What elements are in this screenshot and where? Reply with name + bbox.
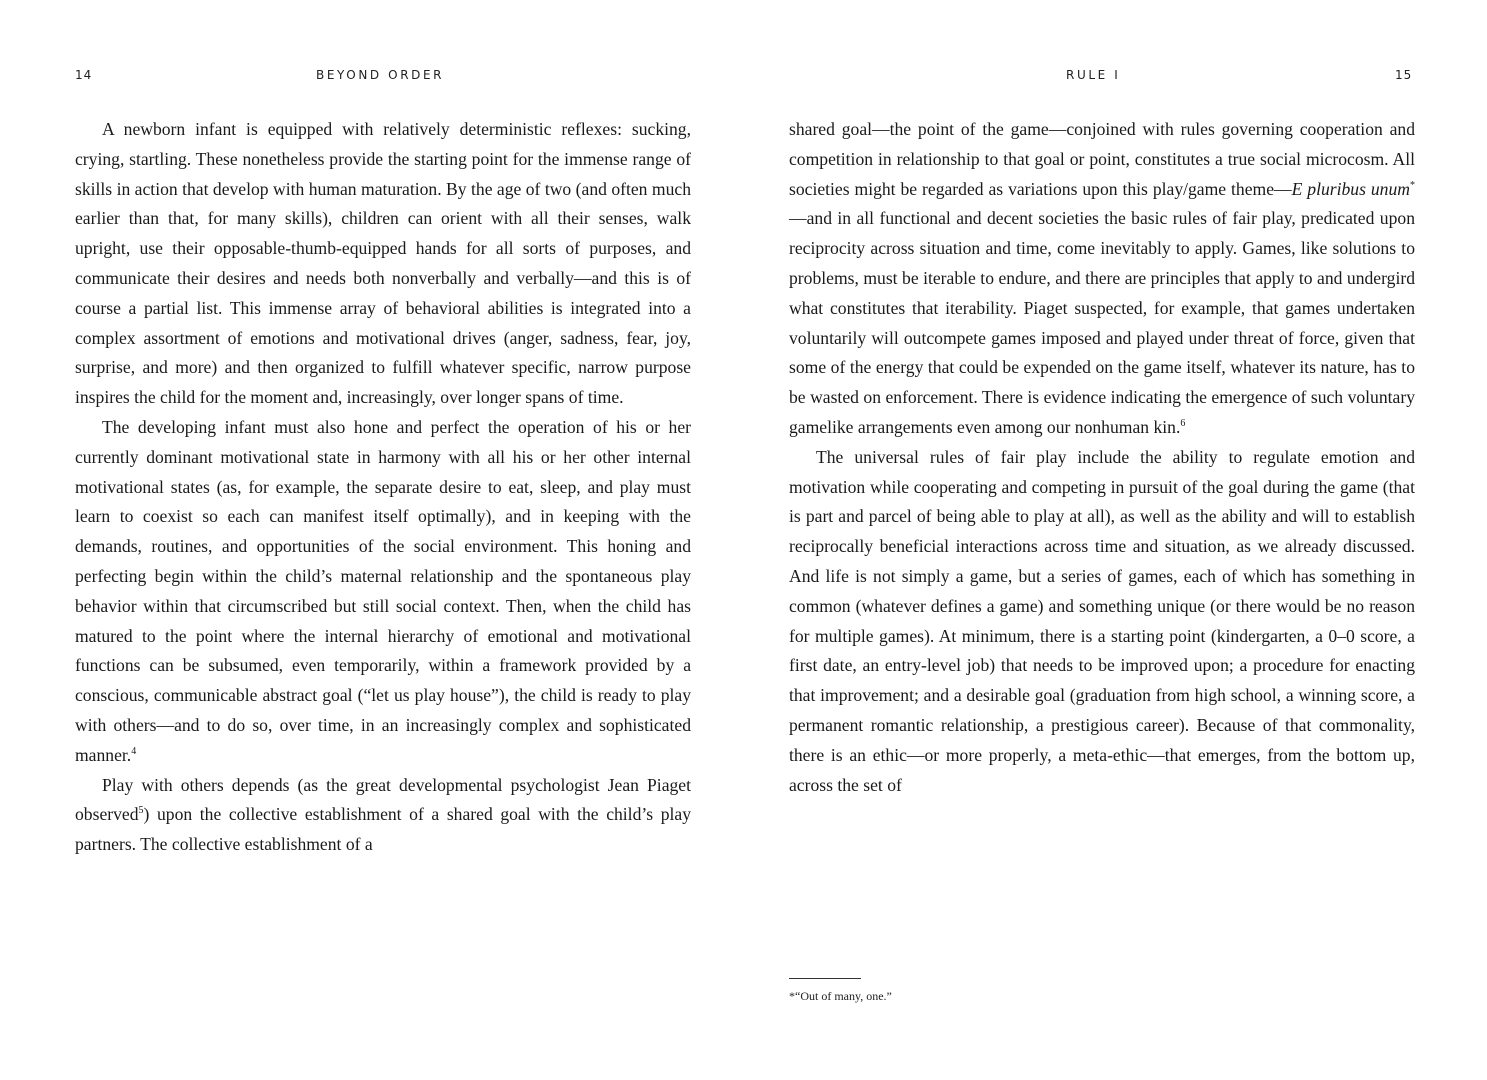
right-page-body [789,115,1415,800]
paragraph-text: shared goal—the point of the game—conjoined with rules governing cooperation and competition in relationship to that goal or point, constitutes a true social microcosm. All societies might be regarded as variations upon this play/game theme— [789,119,1415,199]
footnote-out-of-many: *“Out of many, one.” [789,989,892,1003]
endnote-ref-6[interactable]: 6 [1180,418,1186,430]
paragraph-text: The developing infant must also hone and perfect the operation of his or her currently dominant motivational state in harmony with all his or her other internal motivational states (as, for example, the separate desire to eat, sleep, and play must learn to coexist so each can manifest itself optimally), and in keeping with the demands, routines, and opportunities of the social environment. This honing and perfecting begin within the child’s maternal relationship and the spontaneous play behavior within that circumscribed but still social context. Then, when the child has matured to the point where the internal hierarchy of emotional and motivational functions can be subsumed, even temporarily, within a framework provided by a conscious, communicable abstract goal (“let us play house”), the child is ready to play with others—and to do so, over time, in an increasingly complex and sophisticated manner. [75,416,691,765]
paragraph-text: Play with others depends (as the great developmental psychologist Jean Piaget observed [75,774,691,825]
paragraph-text: —and in all functional and decent societies the basic rules of fair play, predicated upon reciprocity across situation and time, come inevitably to apply. Games, like solutions to problems, must be iterable to endure, and there are principles that apply to and undergird what constitutes that iterability. Piaget suspected, for example, that games undertaken voluntarily will outcompete games imposed and played under threat of force, given that some of the energy that could be expended on the game itself, whatever its nature, has to be wasted on enforcement. There is evidence indicating the emergence of such voluntary gamelike arrangements even among our nonhuman kin. [789,208,1415,437]
paragraph-universal-rules: The universal rules of fair play include the ability to regulate emotion and motivation while cooperating and competing in pursuit of the goal during the game (that is part and parcel of being able to play at all), as well as the ability and will to establish reciprocally beneficial interactions across time and situation, as we already discussed. And life is not simply a game, but a series of games, each of which has something in common (whatever defines a game) and something unique (or there would be no reason for multiple games). At minimum, there is a starting point (kindergarten, a 0–0 score, a first date, an entry-level job) that needs to be improved upon; a procedure for enacting that improvement; and a desirable goal (graduation from high school, a winning score, a permanent romantic relationship, a prestigious career). Because of that commonality, there is an ethic—or more properly, a meta-ethic—that emerges, from the bottom up, across the set of [789,446,1415,795]
footnote-ref-star[interactable]: * [1409,179,1415,191]
paragraph-newborn-infant: A newborn infant is equipped with relatively deterministic reflexes: sucking, crying, startling. These nonetheless provide the starting point for the immense range of skills in action that develop with human maturation. By the age of two (and often much earlier than that, for many skills), children can orient with all their senses, walk upright, use their opposable-thumb-equipped hands for all sorts of purposes, and communicate their desires and needs both nonverbally and verbally—and this is of course a partial list. This immense array of behavioral abilities is integrated into a complex assortment of emotions and motivational drives (anger, sadness, fear, joy, surprise, and more) and then organized to fulfill whatever specific, narrow purpose inspires the child for the moment and, increasingly, over longer spans of time. [75,119,691,408]
latin-phrase: E pluribus unum [1291,178,1410,199]
running-head-book-title: BEYOND ORDER [316,68,445,82]
left-page-body [75,115,691,860]
footnote-divider [789,978,861,979]
right-page [744,0,1487,1080]
paragraph-text: ) upon the collective establishment of a shared goal with the child’s play partners. The collective establishment of a [75,804,691,855]
page-number-left: 14 [75,68,93,82]
paragraph-shared-goal [789,115,1415,443]
running-head-chapter: RULE I [1066,68,1121,82]
left-page [0,0,743,1080]
endnote-ref-4[interactable]: 4 [131,745,137,757]
endnote-ref-5[interactable]: 5 [138,805,144,817]
paragraph-play-with-others [75,771,691,860]
page-number-right: 15 [1395,68,1413,82]
paragraph-developing-infant [75,413,691,771]
